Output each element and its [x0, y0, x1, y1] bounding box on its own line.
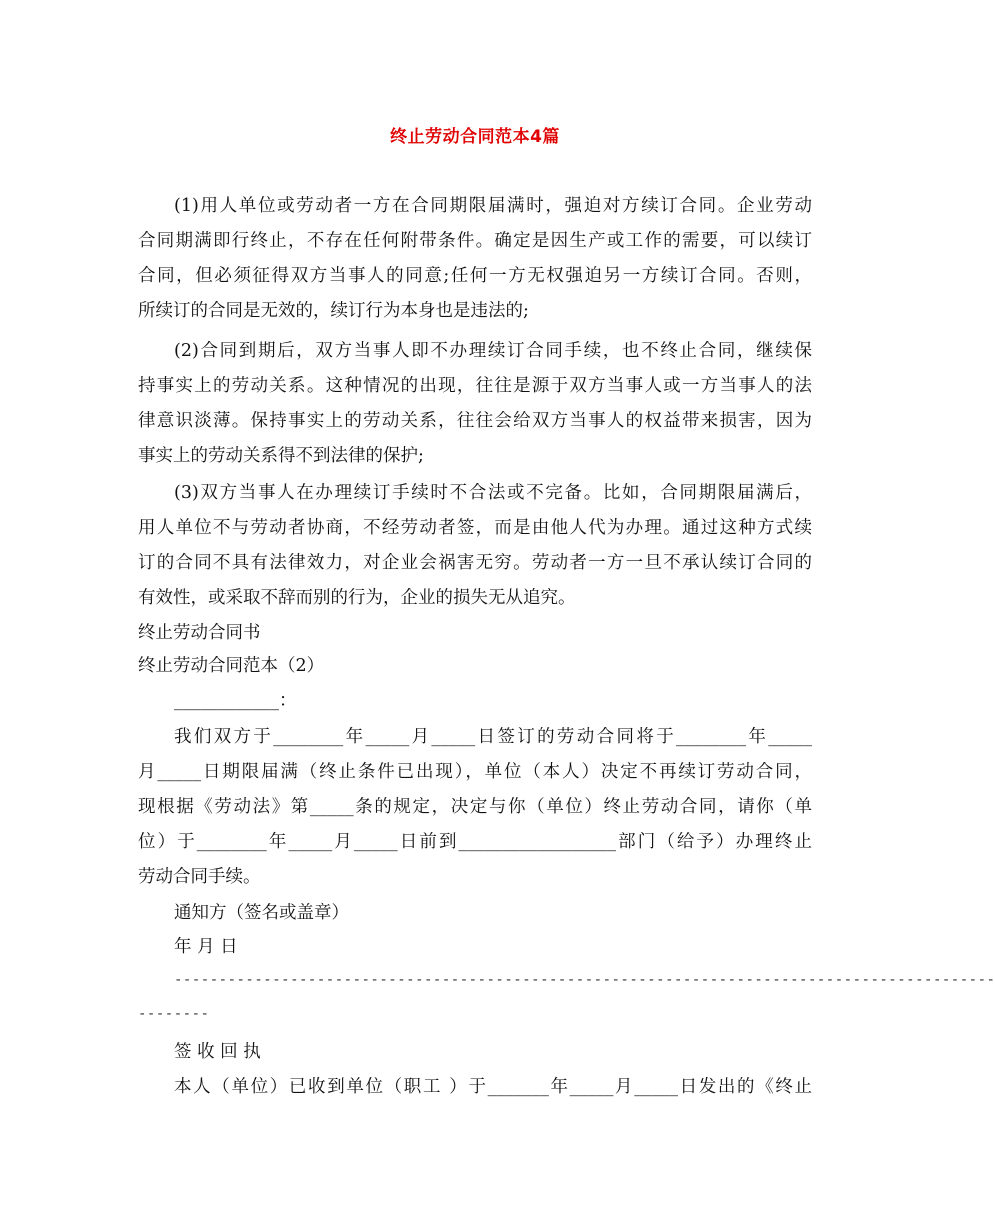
- notice-date: 年 月 日: [174, 937, 238, 957]
- separator-line: --------------------------------------------------------------------------------------------: [174, 972, 995, 988]
- section-heading: 终止劳动合同范本（2）: [138, 656, 325, 676]
- paragraph-line: 事实上的劳动关系得不到法律的保护;: [138, 446, 424, 466]
- notice-line: 劳动合同手续。: [138, 867, 261, 887]
- paragraph-line: 合同期满即行终止，不存在任何附带条件。确定是因生产或工作的需要，可以续订: [138, 231, 812, 251]
- document-title: 终止劳动合同范本4篇: [390, 127, 560, 147]
- receipt-line: 本人（单位）已收到单位（职工 ）于_______年_____月_____日发出的《终止: [174, 1077, 812, 1097]
- notice-line: 位）于________年_____月_____日前到__________________部门（给予）办理终止: [138, 832, 812, 852]
- paragraph-line: 合同，但必须征得双方当事人的同意;任何一方无权强迫另一方续订合同。否则，: [138, 266, 812, 286]
- paragraph-line: 律意识淡薄。保持事实上的劳动关系，往往会给双方当事人的权益带来损害，因为: [138, 411, 812, 431]
- paragraph-line: 订的合同不具有法律效力，对企业会祸害无穷。劳动者一方一旦不承认续订合同的: [138, 553, 812, 573]
- separator-line-tail: --------: [138, 1006, 210, 1022]
- notice-line: 月_____日期限届满（终止条件已出现），单位（本人）决定不再续订劳动合同，: [138, 762, 812, 782]
- section-heading: 终止劳动合同书: [138, 623, 261, 643]
- paragraph-line: 有效性，或采取不辞而别的行为，企业的损失无从追究。: [138, 588, 576, 608]
- receipt-title: 签 收 回 执: [174, 1042, 261, 1062]
- paragraph-line: (2)合同到期后，双方当事人即不办理续订合同手续，也不终止合同，继续保: [174, 341, 812, 361]
- paragraph-line: 所续订的合同是无效的，续订行为本身也是违法的;: [138, 301, 529, 321]
- paragraph-line: 用人单位不与劳动者协商，不经劳动者签，而是由他人代为办理。通过这种方式续: [138, 518, 812, 538]
- paragraph-line: 持事实上的劳动关系。这种情况的出现，往往是源于双方当事人或一方当事人的法: [138, 376, 812, 396]
- paragraph-line: (1)用人单位或劳动者一方在合同期限届满时，强迫对方续订合同。企业劳动: [174, 196, 812, 216]
- notice-signer: 通知方（签名或盖章）: [174, 903, 349, 923]
- notice-line: 现根据《劳动法》第_____条的规定，决定与你（单位）终止劳动合同，请你（单: [138, 797, 812, 817]
- notice-line: 我们双方于________年_____月_____日签订的劳动合同将于________年_____: [174, 727, 812, 747]
- notice-addressee: ____________：: [174, 691, 297, 711]
- paragraph-line: (3)双方当事人在办理续订手续时不合法或不完备。比如，合同期限届满后，: [174, 483, 812, 503]
